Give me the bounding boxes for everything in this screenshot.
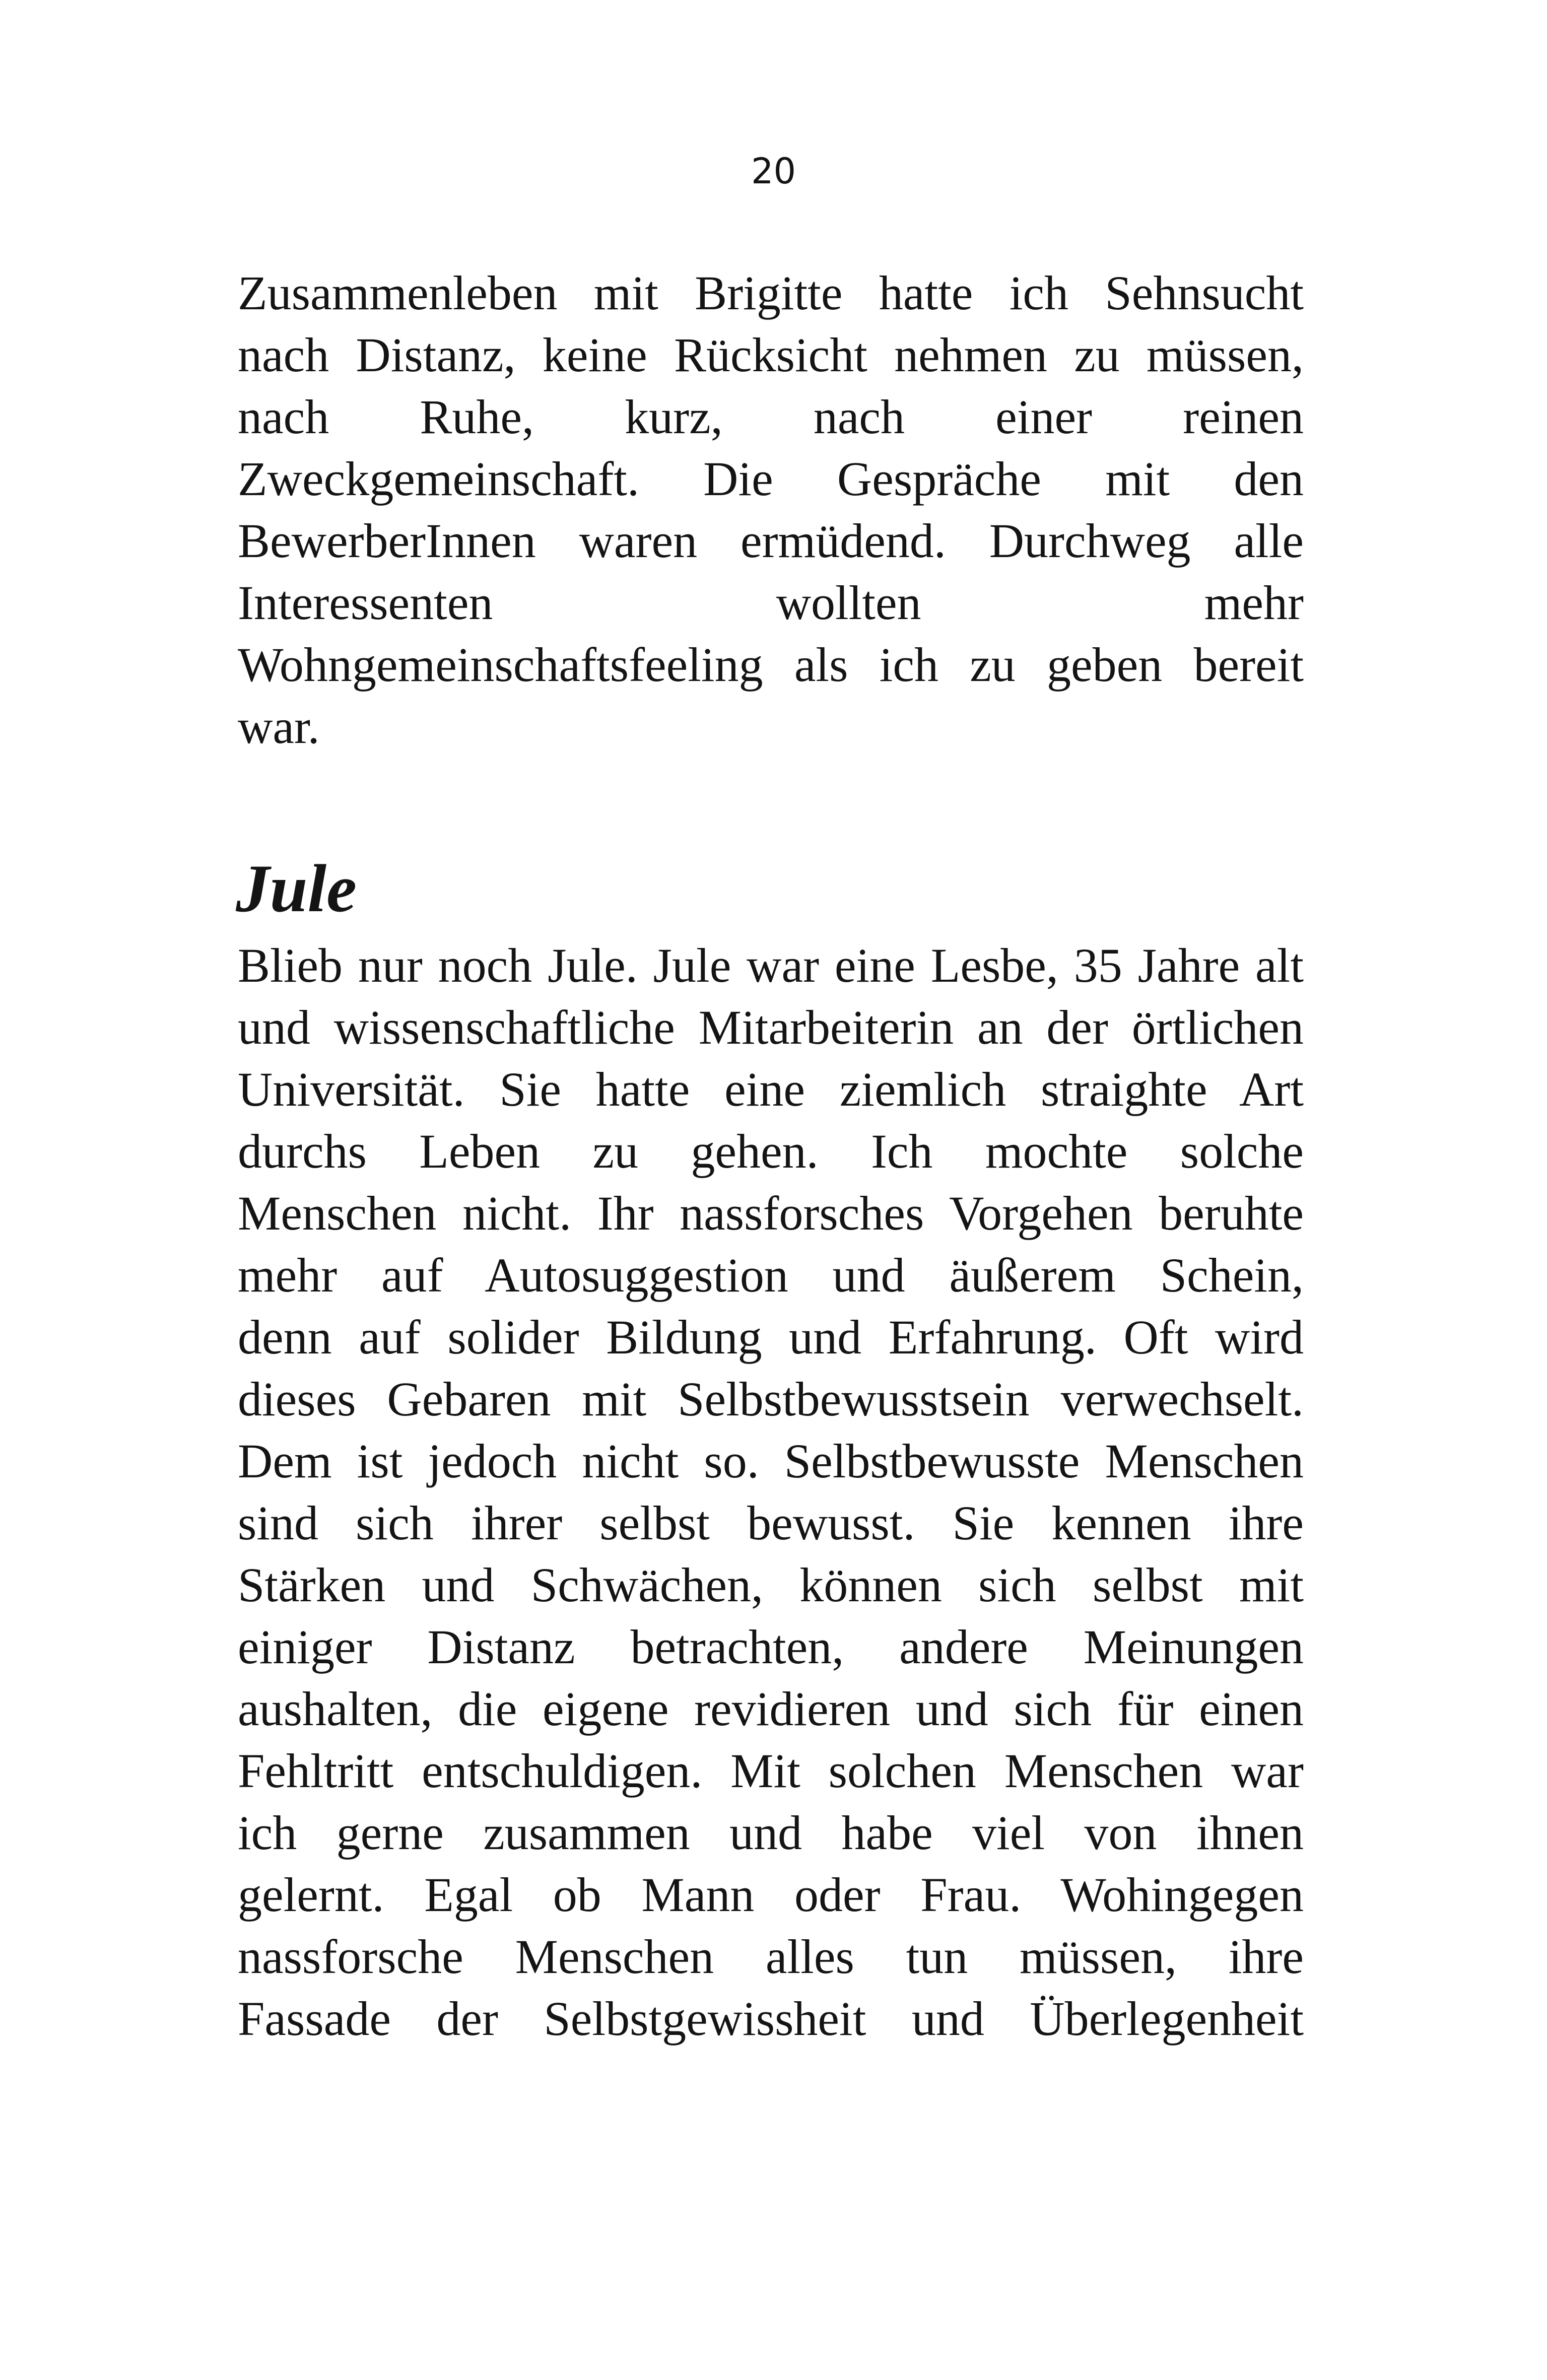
text-line: Blieb nur noch Jule. Jule war eine Lesbe, 35 Jahre alt <box>238 938 1304 992</box>
text-line: war. <box>238 700 320 754</box>
text-line: Interessenten wollten mehr <box>238 576 1304 630</box>
section-heading: Jule <box>236 851 357 926</box>
text-line: dieses Gebaren mit Selbstbewusstsein verwechselt. <box>238 1372 1304 1426</box>
text-line: nach Distanz, keine Rücksicht nehmen zu müssen, <box>238 328 1304 382</box>
text-line: Menschen nicht. Ihr nassforsches Vorgehen beruhte <box>238 1186 1304 1240</box>
text-line: einiger Distanz betrachten, andere Meinungen <box>238 1620 1304 1674</box>
text-line: aushalten, die eigene revidieren und sich für einen <box>238 1682 1304 1736</box>
paragraph-continued <box>238 262 1304 758</box>
text-line: Universität. Sie hatte eine ziemlich straighte Art <box>238 1062 1304 1116</box>
paragraph-jule <box>238 934 1304 2050</box>
text-line: Zusammenleben mit Brigitte hatte ich Sehnsucht <box>238 266 1304 320</box>
text-line: durchs Leben zu gehen. Ich mochte solche <box>238 1124 1304 1178</box>
text-line: nach Ruhe, kurz, nach einer reinen <box>238 390 1304 444</box>
text-line: mehr auf Autosuggestion und äußerem Schein, <box>238 1248 1304 1302</box>
text-line: Wohngemeinschaftsfeeling als ich zu geben bereit <box>238 638 1304 692</box>
text-line: Stärken und Schwächen, können sich selbst mit <box>238 1558 1304 1612</box>
text-line: Fassade der Selbstgewissheit und Überlegenheit <box>238 1992 1304 2046</box>
text-line: Dem ist jedoch nicht so. Selbstbewusste Menschen <box>238 1434 1304 1488</box>
page-number: 20 <box>751 151 796 192</box>
text-line: denn auf solider Bildung und Erfahrung. Oft wird <box>238 1310 1304 1364</box>
text-line: sind sich ihrer selbst bewusst. Sie kennen ihre <box>238 1496 1304 1550</box>
text-line: BewerberInnen waren ermüdend. Durchweg alle <box>238 514 1304 568</box>
text-line: ich gerne zusammen und habe viel von ihnen <box>238 1806 1304 1860</box>
text-line: und wissenschaftliche Mitarbeiterin an der örtlichen <box>238 1000 1304 1054</box>
text-line: gelernt. Egal ob Mann oder Frau. Wohingegen <box>238 1868 1304 1922</box>
text-line: Fehltritt entschuldigen. Mit solchen Menschen war <box>238 1744 1304 1798</box>
text-line: Zweckgemeinschaft. Die Gespräche mit den <box>238 452 1304 506</box>
text-line: nassforsche Menschen alles tun müssen, ihre <box>238 1930 1304 1984</box>
